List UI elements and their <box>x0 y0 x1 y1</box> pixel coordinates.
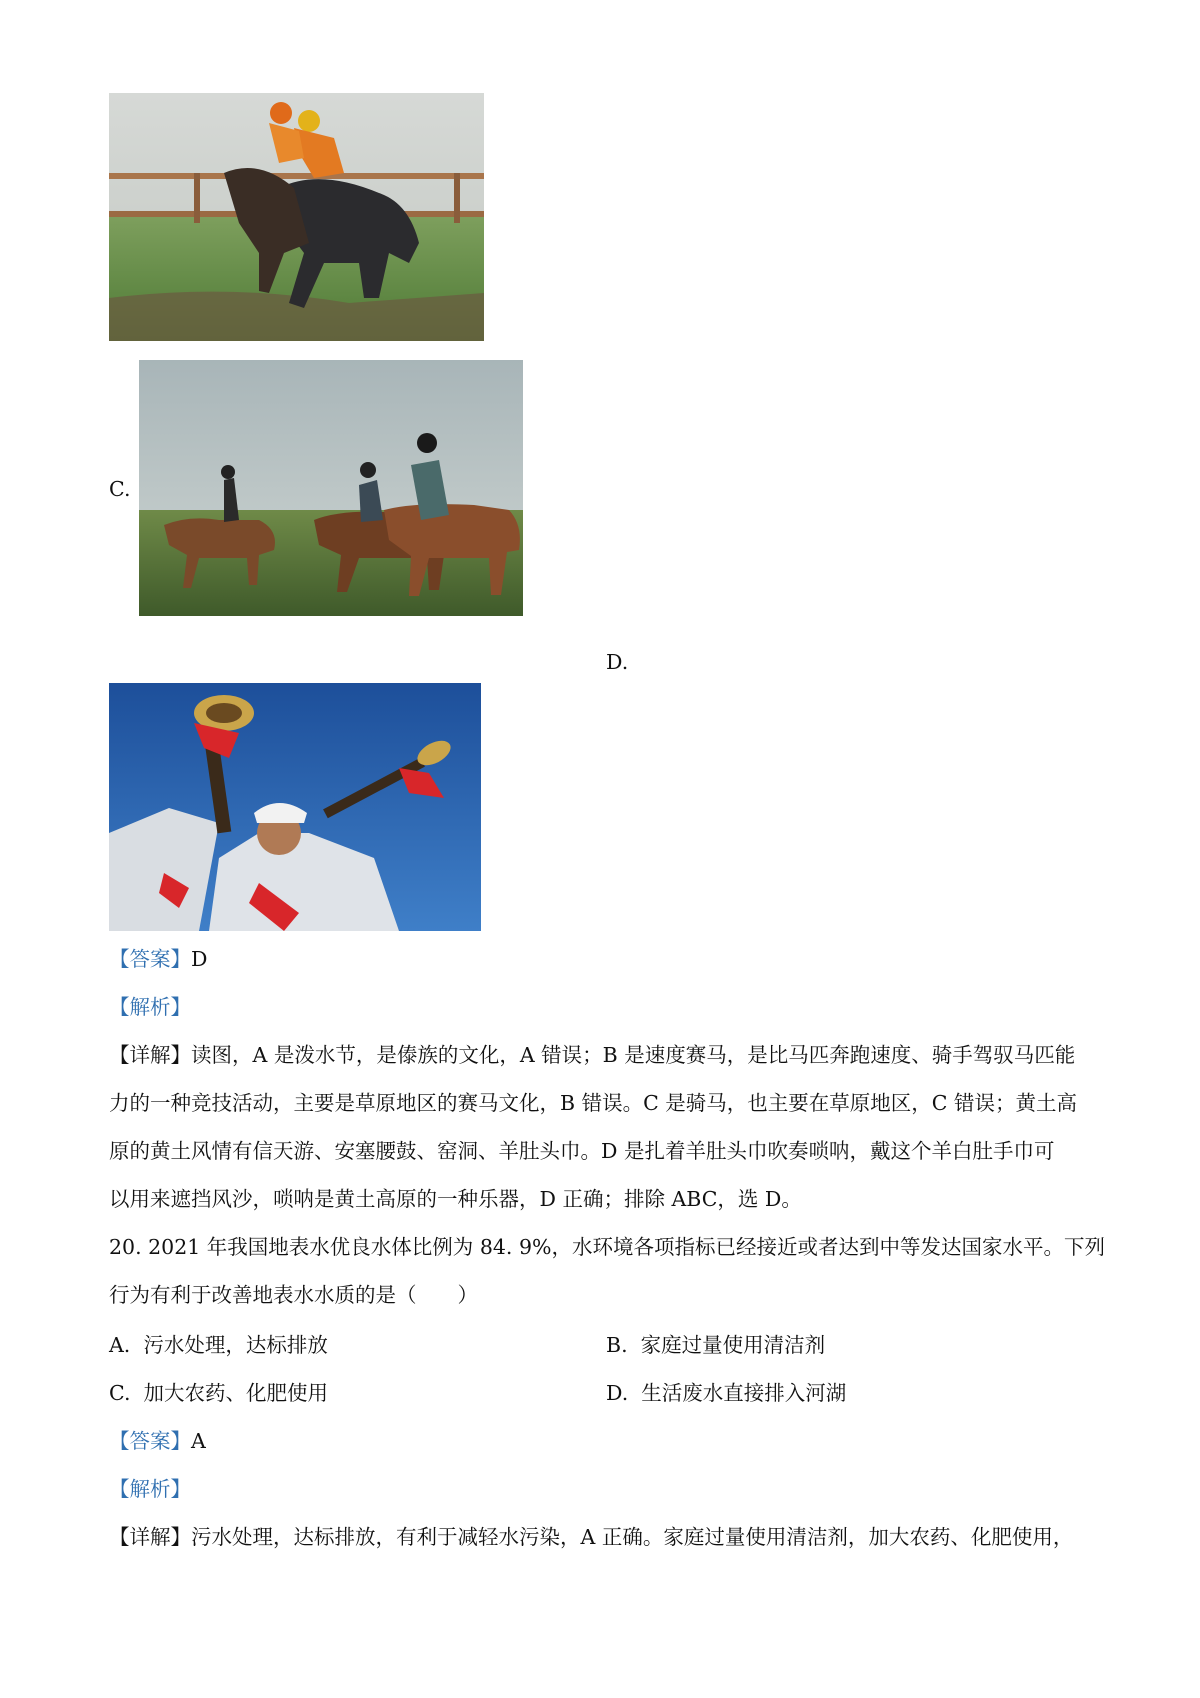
q19-detail-line-1 <box>109 1041 1075 1069</box>
q20-option-d <box>606 1379 846 1407</box>
q19-detail-line-4: 以用来遮挡风沙，唢呐是黄土高原的一种乐器，D 正确；排除 ABC，选 D。 <box>109 1187 802 1211</box>
q20-stem-line-1: 20. 2021 年我国地表水优良水体比例为 84. 9%，水环境各项指标已经接近或者达到中等发达国家水平。下列 <box>109 1235 1105 1259</box>
option-c-label: C. <box>109 477 131 501</box>
q20-answer-line <box>109 1427 206 1455</box>
option-text: 家庭过量使用清洁剂 <box>640 1333 826 1357</box>
option-d-label: D. <box>606 650 629 674</box>
option-label: D. <box>606 1381 629 1405</box>
option-text: 污水处理，达标排放 <box>143 1333 328 1357</box>
q20-option-c <box>109 1379 328 1407</box>
answer-tag: 【答案】 <box>109 947 191 971</box>
q20-option-a <box>109 1331 328 1359</box>
option-text: 生活废水直接排入河湖 <box>641 1381 847 1405</box>
q19-analysis-tag: 【解析】 <box>109 995 191 1019</box>
answer-value: A <box>191 1429 206 1453</box>
q20-analysis-tag: 【解析】 <box>109 1477 191 1501</box>
option-text: 加大农药、化肥使用 <box>143 1381 329 1405</box>
option-label: B. <box>606 1333 628 1357</box>
horse-riding-photo <box>139 360 523 616</box>
answer-value: D <box>191 947 208 971</box>
q19-detail-line-2: 力的一种竞技活动，主要是草原地区的赛马文化，B 错误。C 是骑马，也主要在草原地区，C 错误；黄土高 <box>109 1091 1077 1115</box>
suona-players-photo <box>109 683 481 931</box>
detail-tag: 【详解】 <box>109 1525 191 1549</box>
horse-racing-photo <box>109 93 484 341</box>
option-label: A. <box>109 1333 131 1357</box>
answer-tag: 【答案】 <box>109 1429 191 1453</box>
detail-tag: 【详解】 <box>109 1043 191 1067</box>
q20-detail-line-1 <box>109 1523 1073 1551</box>
q20-option-b <box>606 1331 825 1359</box>
q19-detail-line-3: 原的黄土风情有信天游、安塞腰鼓、窑洞、羊肚头巾。D 是扎着羊肚头巾吹奏唢呐，戴这个羊白肚手巾可 <box>109 1139 1055 1163</box>
q20-stem-line-2: 行为有利于改善地表水水质的是（ ） <box>109 1283 478 1307</box>
detail-text: 读图，A 是泼水节，是傣族的文化，A 错误；B 是速度赛马，是比马匹奔跑速度、骑手驾驭马匹能 <box>191 1043 1076 1067</box>
detail-text: 污水处理，达标排放，有利于减轻水污染，A 正确。家庭过量使用清洁剂，加大农药、化肥使用， <box>191 1525 1074 1549</box>
option-label: C. <box>109 1381 131 1405</box>
q19-answer-line <box>109 945 207 973</box>
